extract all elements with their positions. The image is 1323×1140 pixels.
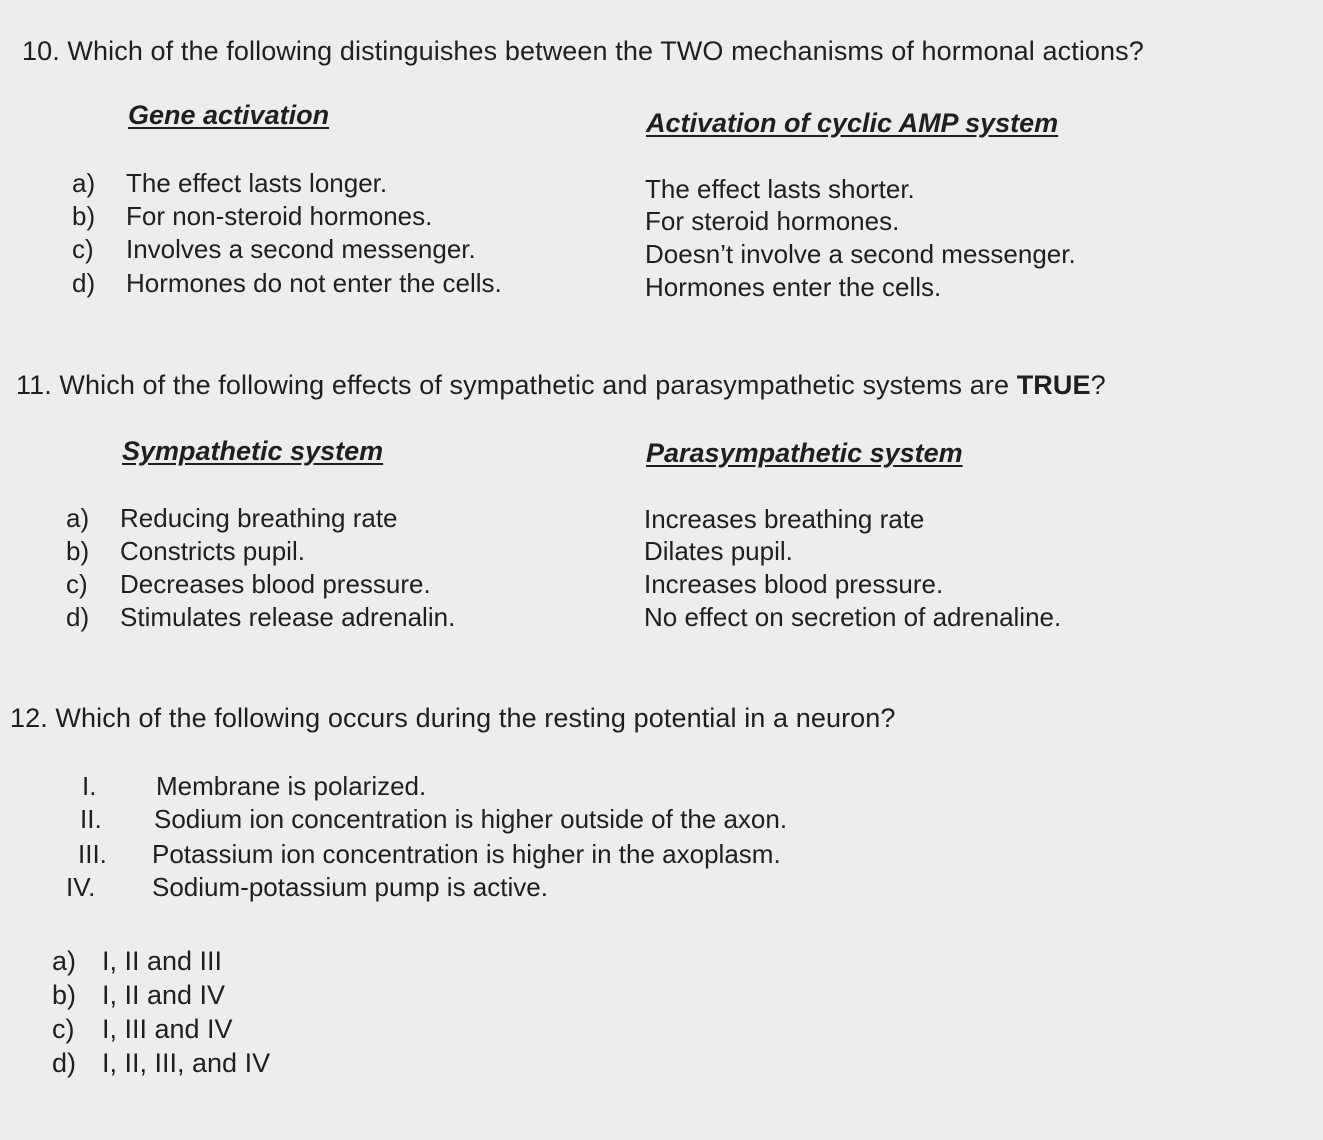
q10-option-d [72,268,502,299]
answer-label: d) [52,1048,77,1078]
answer-label: c) [52,1014,75,1044]
q12-stem: 12. Which of the following occurs during the resting potential in a neuron? [10,703,896,733]
answer-text: I, II, III, and IV [102,1048,271,1078]
q12-answer-b [52,980,225,1011]
answer-text: I, II and IV [102,980,226,1010]
q10-option-a-right: The effect lasts shorter. [645,174,915,204]
q11-stem [16,370,1106,401]
q12-answer-c [52,1014,233,1045]
option-left-text: Involves a second messenger. [126,234,476,264]
option-label: d) [72,268,96,298]
q11-option-a [66,503,398,534]
statement-numeral: II. [80,804,102,834]
q11-option-c-right: Increases blood pressure. [644,569,944,599]
option-left-text: Stimulates release adrenalin. [120,602,456,632]
q11-option-b [66,536,305,567]
statement-text: Potassium ion concentration is higher in the axoplasm. [152,839,781,869]
q12-statement-4 [66,872,548,903]
statement-text: Sodium-potassium pump is active. [152,872,548,902]
q11-stem-bold: TRUE [1016,370,1091,400]
option-left-text: For non-steroid hormones. [126,201,433,231]
statement-numeral: III. [78,839,107,869]
q10-option-d-right: Hormones enter the cells. [645,272,942,302]
q11-option-b-right: Dilates pupil. [644,536,793,566]
option-left-text: The effect lasts longer. [126,168,388,198]
statement-numeral: IV. [66,872,96,902]
q11-option-d-right: No effect on secretion of adrenaline. [644,602,1062,632]
q10-col-right-header: Activation of cyclic AMP system [646,108,1059,138]
option-label: b) [66,536,90,566]
answer-text: I, II and III [102,946,223,976]
option-left-text: Decreases blood pressure. [120,569,431,599]
q10-col-left-header: Gene activation [128,100,330,130]
answer-label: b) [52,980,77,1010]
q12-answer-d [52,1048,270,1079]
q10-option-c [72,234,476,265]
option-label: a) [72,168,96,198]
option-label: c) [72,234,94,264]
statement-text: Sodium ion concentration is higher outside of the axon. [154,804,788,834]
option-label: b) [72,201,96,231]
option-left-text: Hormones do not enter the cells. [126,268,502,298]
statement-text: Membrane is polarized. [156,771,427,801]
q11-option-d [66,602,455,633]
q12-answer-a [52,946,222,977]
q10-option-b-right: For steroid hormones. [645,206,900,236]
answer-text: I, III and IV [102,1014,233,1044]
option-left-text: Constricts pupil. [120,536,305,566]
q10-option-c-right: Doesn’t involve a second messenger. [645,239,1076,269]
q11-stem-text: 11. Which of the following effects of sympathetic and parasympathetic systems are [16,370,1017,400]
q11-option-a-right: Increases breathing rate [644,504,925,534]
q11-col-right-header: Parasympathetic system [646,438,963,468]
option-label: a) [66,503,90,533]
q12-statement-1 [82,771,426,802]
statement-numeral: I. [82,771,97,801]
option-label: d) [66,602,90,632]
q10-stem: 10. Which of the following distinguishes between the TWO mechanisms of hormonal actions? [22,36,1144,66]
q10-option-b [72,201,432,232]
q11-option-c [66,569,431,600]
answer-label: a) [52,946,77,976]
q11-stem-end: ? [1090,370,1106,400]
q11-col-left-header: Sympathetic system [122,436,384,466]
q10-option-a [72,168,387,199]
q12-statement-2 [80,804,787,835]
q12-statement-3 [78,839,781,870]
option-label: c) [66,569,88,599]
option-left-text: Reducing breathing rate [120,503,398,533]
